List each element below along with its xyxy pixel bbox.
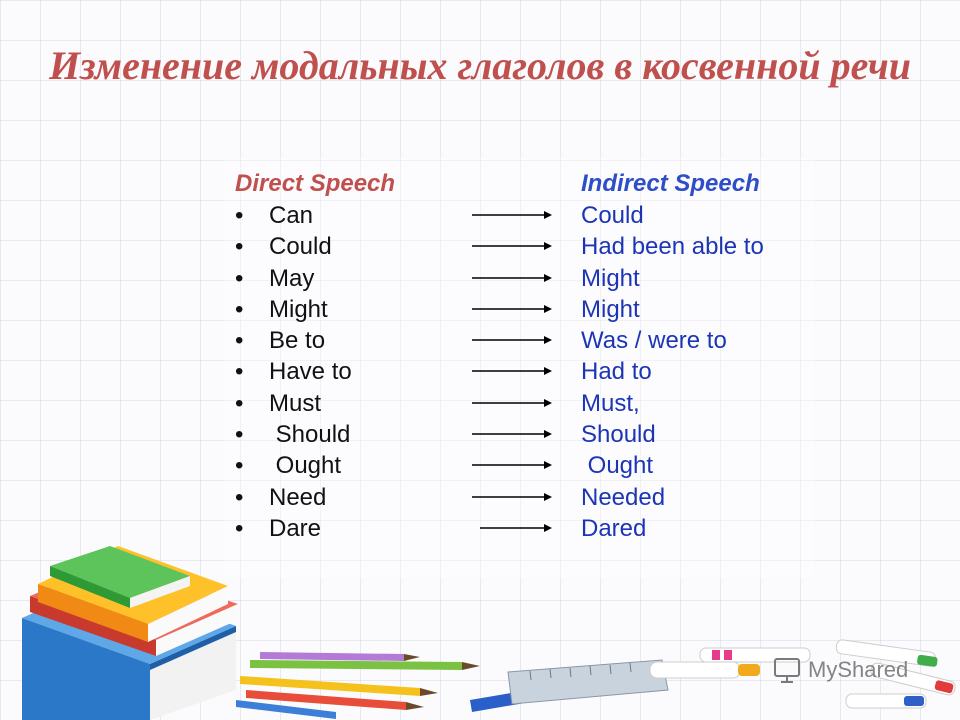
- direct-item: • Should: [235, 419, 395, 450]
- indirect-item: Needed: [581, 483, 666, 511]
- pencils-icon: [236, 652, 480, 719]
- direct-speech-heading: Direct Speech: [235, 170, 396, 197]
- slide-title: Изменение модальных глаголов в косвенной речи: [48, 43, 912, 88]
- indirect-item: Might: [581, 295, 640, 323]
- watermark: [772, 655, 908, 685]
- indirect-speech-heading: Indirect Speech: [581, 170, 760, 197]
- indirect-item: Had to: [581, 358, 652, 386]
- direct-item: • Can: [235, 200, 395, 231]
- watermark-text: MyShared: [808, 657, 909, 682]
- direct-item: • Might: [235, 294, 395, 325]
- ruler-icon: [508, 660, 668, 704]
- presentation-icon: [772, 655, 802, 685]
- direct-item: • Be to: [235, 325, 395, 356]
- indirect-item: Must,: [581, 389, 640, 417]
- indirect-item: Ought: [581, 452, 654, 480]
- indirect-item: Was / were to: [581, 327, 727, 355]
- indirect-item: Should: [581, 421, 656, 449]
- indirect-item: Dared: [581, 514, 647, 542]
- indirect-item: Had been able to: [581, 233, 764, 261]
- direct-item: • May: [235, 263, 395, 294]
- direct-item: • Dare: [235, 513, 395, 544]
- indirect-item: Might: [581, 264, 640, 292]
- direct-item: • Need: [235, 482, 395, 513]
- indirect-item: Could: [581, 202, 644, 229]
- direct-item: • Have to: [235, 356, 395, 387]
- direct-item: • Ought: [235, 450, 395, 481]
- direct-item: • Must: [235, 388, 395, 419]
- direct-item: • Could: [235, 231, 395, 262]
